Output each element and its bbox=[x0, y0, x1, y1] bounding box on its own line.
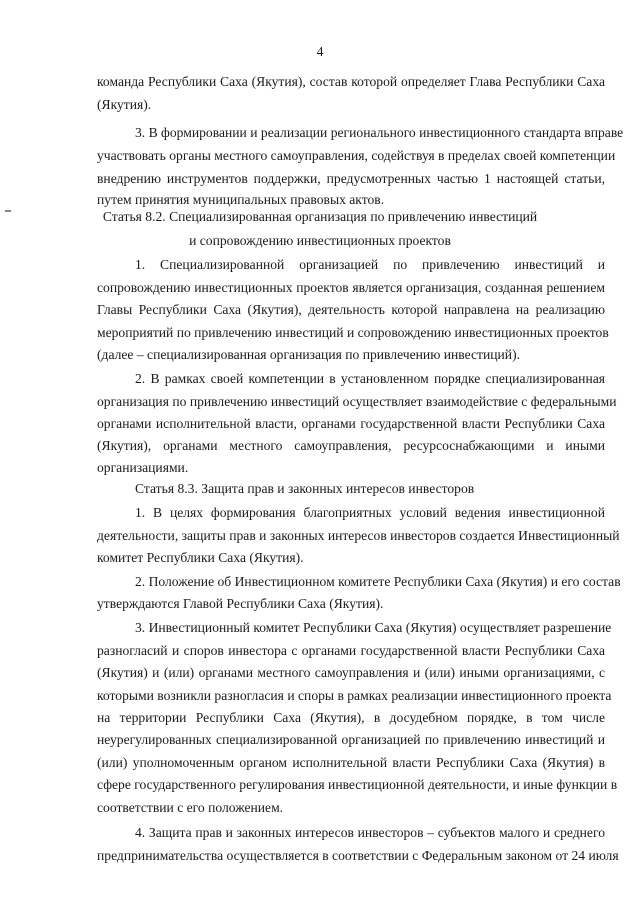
text-line: сопровождению инвестиционных проектов является организация, созданная решением bbox=[97, 280, 605, 295]
article-heading: Статья 8.2. Специализированная организация по привлечению инвестиций bbox=[102, 209, 538, 224]
text-line: разногласий и споров инвестора с органами государственной власти Республики Саха bbox=[97, 643, 605, 658]
text-line: 3. Инвестиционный комитет Республики Саха (Якутия) осуществляет разрешение bbox=[135, 620, 612, 635]
text-line: неурегулированных специализированной организацией по привлечению инвестиций и bbox=[97, 732, 605, 747]
text-line: соответствии с его положением. bbox=[97, 800, 284, 815]
text-line: внедрению инструментов поддержки, предусмотренных частью 1 настоящей статьи, bbox=[97, 171, 605, 186]
text-line: деятельности, защиты прав и законных интересов инвесторов создается Инвестиционный bbox=[97, 528, 620, 543]
text-line: 4. Защита прав и законных интересов инвесторов – субъектов малого и среднего bbox=[135, 825, 605, 840]
text-line: организация по привлечению инвестиций осуществляет взаимодействие с федеральными bbox=[97, 394, 617, 409]
text-line: Главы Республики Саха (Якутия), деятельность которой направлена на реализацию bbox=[97, 302, 605, 317]
page-number: 4 bbox=[316, 44, 324, 59]
text-line: комитет Республики Саха (Якутия). bbox=[97, 550, 304, 565]
text-line: (Якутия). bbox=[97, 97, 152, 112]
text-line: (далее – специализированная организация по привлечению инвестиций). bbox=[97, 347, 521, 362]
text-line: утверждаются Главой Республики Саха (Якутия). bbox=[97, 596, 384, 611]
text-line: (Якутия), органами местного самоуправления, ресурсоснабжающими и иными bbox=[97, 438, 605, 453]
text-line: организациями. bbox=[97, 460, 189, 475]
text-line: участвовать органы местного самоуправления, содействуя в пределах своей компетенции bbox=[97, 148, 616, 163]
article-heading-cont: и сопровождению инвестиционных проектов bbox=[189, 233, 451, 248]
text-line: мероприятий по привлечению инвестиций и сопровождению инвестиционных проектов bbox=[97, 325, 609, 340]
text-line: 2. Положение об Инвестиционном комитете Республики Саха (Якутия) и его состав bbox=[135, 574, 621, 589]
article-heading: Статья 8.3. Защита прав и законных интересов инвесторов bbox=[135, 481, 475, 496]
text-line: которыми возникли разногласия и споры в рамках реализации инвестиционного проекта bbox=[97, 688, 612, 703]
text-line: путем принятия муниципальных правовых актов. bbox=[97, 192, 385, 207]
text-line: (Якутия) и (или) органами местного самоуправления и (или) иными организациями, с bbox=[97, 665, 605, 680]
text-line: команда Республики Саха (Якутия), состав которой определяет Глава Республики Саха bbox=[97, 74, 605, 89]
text-line: 1. Специализированной организацией по привлечению инвестиций и bbox=[135, 257, 605, 272]
text-line: 3. В формировании и реализации регионального инвестиционного стандарта вправе bbox=[135, 125, 624, 140]
text-line: предпринимательства осуществляется в соответствии с Федеральным законом от 24 июля bbox=[97, 848, 619, 863]
text-line: сфере государственного регулирования инвестиционной деятельности, и иные функции в bbox=[97, 777, 618, 792]
text-line: органами исполнительной власти, органами государственной власти Республики Саха bbox=[97, 416, 605, 431]
text-line: 1. В целях формирования благоприятных условий ведения инвестиционной bbox=[135, 505, 605, 520]
text-line: 2. В рамках своей компетенции в установленном порядке специализированная bbox=[135, 371, 605, 386]
text-line: (или) уполномоченным органом исполнительной власти Республики Саха (Якутия) в bbox=[97, 755, 605, 770]
text-line: на территории Республики Саха (Якутия), в досудебном порядке, в том числе bbox=[97, 710, 605, 725]
